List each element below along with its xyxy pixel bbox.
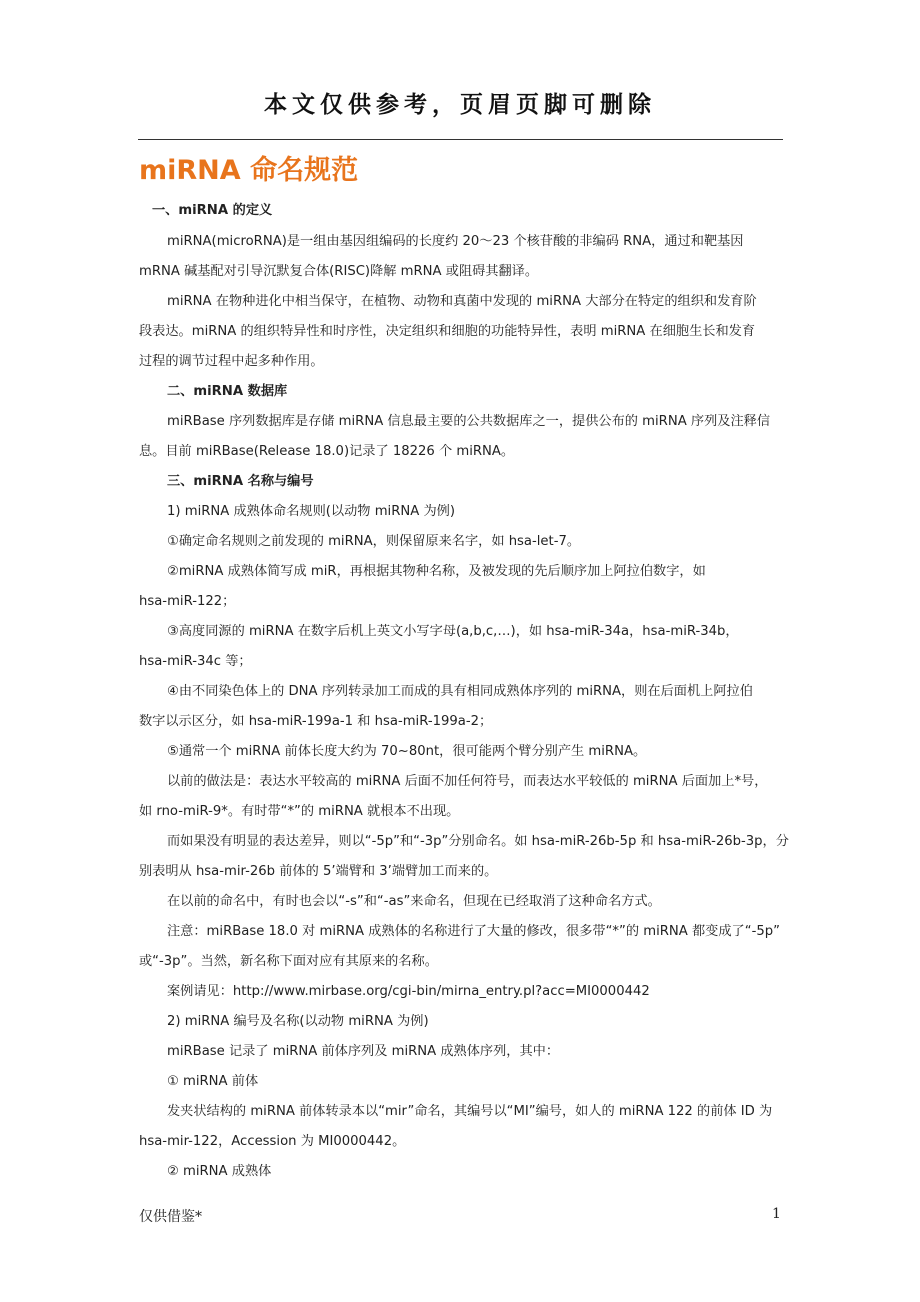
paragraph-line: miRNA 在物种进化中相当保守，在植物、动物和真菌中发现的 miRNA 大部分在特定的组织和发育阶 bbox=[167, 294, 757, 309]
list-item: ② miRNA 成熟体 bbox=[167, 1164, 272, 1179]
list-item: ①确定命名规则之前发现的 miRNA，则保留原来名字，如 hsa-let-7。 bbox=[167, 534, 581, 549]
paragraph-line: 息。目前 miRBase(Release 18.0)记录了 18226 个 miRNA。 bbox=[139, 444, 515, 459]
paragraph-line: 发夹状结构的 miRNA 前体转录本以“mir”命名，其编号以“MI”编号，如人的 miRNA 122 的前体 ID 为 bbox=[167, 1104, 773, 1119]
subsection-heading: 1) miRNA 成熟体命名规则(以动物 miRNA 为例) bbox=[167, 504, 455, 519]
paragraph-line: hsa-mir-122，Accession 为 MI0000442。 bbox=[139, 1134, 406, 1149]
paragraph-line: 而如果没有明显的表达差异，则以“-5p”和“-3p”分别命名。如 hsa-miR-26b-5p 和 hsa-miR-26b-3p，分 bbox=[167, 834, 789, 849]
list-item: ②miRNA 成熟体简写成 miR，再根据其物种名称，及被发现的先后顺序加上阿拉伯数字，如 bbox=[167, 564, 706, 579]
paragraph-line: 过程的调节过程中起多种作用。 bbox=[139, 354, 324, 369]
section-heading-naming: 三、miRNA 名称与编号 bbox=[167, 474, 314, 489]
list-item: ③高度同源的 miRNA 在数字后机上英文小写字母(a,b,c,…)，如 hsa-miR-34a，hsa-miR-34b， bbox=[167, 624, 739, 639]
list-item-continuation: 数字以示区分，如 hsa-miR-199a-1 和 hsa-miR-199a-2； bbox=[139, 714, 493, 729]
example-link-line: 案例请见：http://www.mirbase.org/cgi-bin/mirna_entry.pl?acc=MI0000442 bbox=[167, 984, 650, 999]
paragraph-line: 如 rno-miR-9*。有时带“*”的 miRNA 就根本不出现。 bbox=[139, 804, 460, 819]
header-divider bbox=[138, 139, 783, 140]
note-line: 或“-3p”。当然，新名称下面对应有其原来的名称。 bbox=[139, 954, 438, 969]
paragraph-line: miRBase 记录了 miRNA 前体序列及 miRNA 成熟体序列，其中： bbox=[167, 1044, 560, 1059]
paragraph-line: miRNA(microRNA)是一组由基因组编码的长度约 20～23 个核苷酸的非编码 RNA，通过和靶基因 bbox=[167, 234, 744, 249]
list-item: ④由不同染色体上的 DNA 序列转录加工而成的具有相同成熟体序列的 miRNA，则在后面机上阿拉伯 bbox=[167, 684, 753, 699]
list-item-continuation: hsa-miR-34c 等； bbox=[139, 654, 252, 669]
header-note: 本文仅供参考，页眉页脚可删除 bbox=[264, 91, 656, 118]
footer-note: 仅供借鉴* bbox=[139, 1209, 202, 1225]
page-number: 1 bbox=[772, 1206, 781, 1222]
note-line: 注意：miRBase 18.0 对 miRNA 成熟体的名称进行了大量的修改，很多带“*”的 miRNA 都变成了“-5p” bbox=[167, 924, 780, 939]
document-title: miRNA 命名规范 bbox=[139, 155, 359, 186]
list-item: ① miRNA 前体 bbox=[167, 1074, 259, 1089]
list-item: ⑤通常一个 miRNA 前体长度大约为 70~80nt，很可能两个臂分别产生 miRNA。 bbox=[167, 744, 647, 759]
subsection-heading: 2) miRNA 编号及名称(以动物 miRNA 为例) bbox=[167, 1014, 429, 1029]
paragraph-line: mRNA 碱基配对引导沉默复合体(RISC)降解 mRNA 或阻碍其翻译。 bbox=[139, 264, 539, 279]
section-heading-database: 二、miRNA 数据库 bbox=[167, 384, 288, 399]
paragraph-line: 以前的做法是：表达水平较高的 miRNA 后面不加任何符号，而表达水平较低的 miRNA 后面加上*号， bbox=[167, 774, 768, 789]
paragraph-line: 别表明从 hsa-mir-26b 前体的 5’端臂和 3’端臂加工而来的。 bbox=[139, 864, 498, 879]
list-item-continuation: hsa-miR-122； bbox=[139, 594, 236, 609]
paragraph-line: 段表达。miRNA 的组织特异性和时序性，决定组织和细胞的功能特异性，表明 miRNA 在细胞生长和发育 bbox=[139, 324, 756, 339]
paragraph-line: miRBase 序列数据库是存储 miRNA 信息最主要的公共数据库之一，提供公布的 miRNA 序列及注释信 bbox=[167, 414, 771, 429]
section-heading-definition: 一、miRNA 的定义 bbox=[152, 203, 273, 218]
paragraph-line: 在以前的命名中，有时也会以“-s”和“-as”来命名，但现在已经取消了这种命名方式。 bbox=[167, 894, 661, 909]
